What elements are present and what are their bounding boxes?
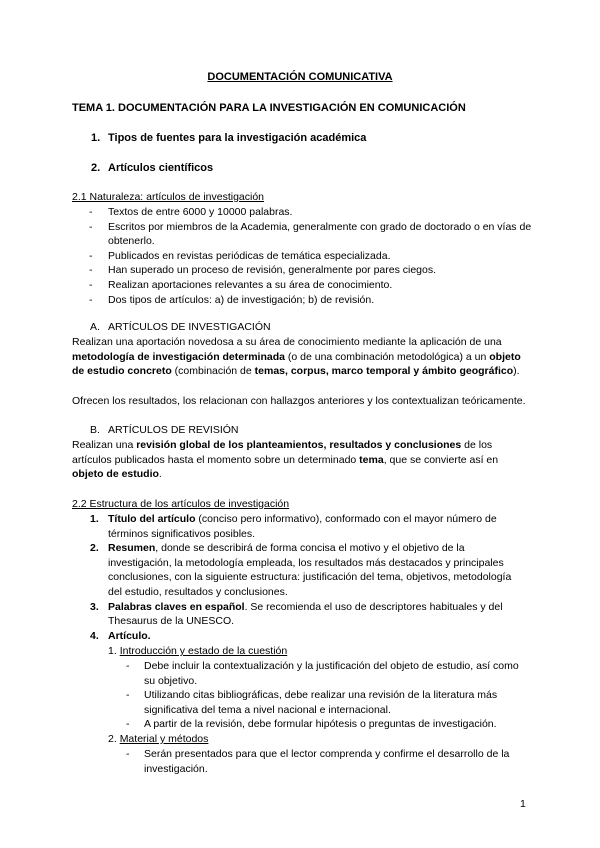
bold-run: objeto de estudio xyxy=(72,468,159,481)
subitem-number: 1. xyxy=(108,645,117,657)
naturaleza-list xyxy=(72,205,532,307)
text-run: de los artículos publicados hasta el momento sobre un determinado xyxy=(72,439,493,466)
subsection-2-1-heading: 2.1 Naturaleza: artículos de investigación xyxy=(72,191,265,203)
item-number: 2. xyxy=(90,542,99,555)
subitem-label: Introducción y estado de la cuestión xyxy=(119,645,288,657)
part-b-paragraph-1 xyxy=(72,438,528,482)
section-heading-2 xyxy=(91,161,213,176)
subitem-number: 2. xyxy=(108,733,117,745)
part-b-heading xyxy=(90,423,239,438)
list-item xyxy=(72,600,528,629)
bold-run: metodología de investigación determinada xyxy=(72,350,285,363)
material-list xyxy=(108,747,528,776)
text-run: ). xyxy=(513,365,520,378)
part-label: ARTÍCULOS DE INVESTIGACIÓN xyxy=(108,321,271,333)
bold-run: Palabras claves en español xyxy=(108,600,245,613)
text-run: (o de una combinación metodológica) a un xyxy=(284,350,490,363)
introduccion-list xyxy=(108,659,528,732)
part-a-heading xyxy=(90,320,271,335)
bold-run: Título del artículo xyxy=(108,513,196,525)
section-number: 2. xyxy=(91,162,101,174)
subitem-label: Material y métodos xyxy=(119,733,209,745)
list-item: - Dos tipos de artículos: a) de investigación; b) de revisión. xyxy=(72,293,532,308)
subitem-material xyxy=(108,732,208,747)
text-run: (combinación de xyxy=(171,365,255,378)
section-label: Tipos de fuentes para la investigación académica xyxy=(108,132,367,144)
list-item: - Utilizando citas bibliográficas, debe realizar una revisión de la literatura más significativa del tema a nivel nacional e internacional. xyxy=(108,688,528,717)
estructura-list xyxy=(72,512,528,643)
bold-run: tema xyxy=(359,453,384,466)
part-a-paragraph-1 xyxy=(72,335,528,379)
list-item xyxy=(72,512,528,541)
topic-heading: TEMA 1. DOCUMENTACIÓN PARA LA INVESTIGACIÓN EN COMUNICACIÓN xyxy=(72,102,466,114)
bold-run: Resumen xyxy=(108,542,156,555)
part-letter: B. xyxy=(90,424,100,436)
item-number: 3. xyxy=(90,600,99,613)
part-label: ARTÍCULOS DE REVISIÓN xyxy=(108,424,239,436)
list-item xyxy=(72,629,528,644)
text-run: Realizan una aportación novedosa a su área de conocimiento mediante la aplicación de una xyxy=(72,336,502,348)
bold-run: temas, corpus, marco temporal y ámbito geográfico xyxy=(254,365,514,378)
text-run: , donde se describirá de forma concisa el motivo y el objetivo de la investigación, la metodología empleada, los resultados más destacados y principales conclusiones, con la siguiente estructura: justificación del tema, objetivos, metodología del estudio, resultados y conclusiones. xyxy=(108,542,512,598)
list-item: - Textos de entre 6000 y 10000 palabras. xyxy=(72,205,532,220)
list-item: - Serán presentados para que el lector comprenda y confirme el desarrollo de la investigación. xyxy=(108,747,528,776)
part-letter: A. xyxy=(90,321,100,333)
list-item xyxy=(72,541,528,599)
list-item: - A partir de la revisión, debe formular hipótesis o preguntas de investigación. xyxy=(108,717,528,732)
bold-run: objeto de estudio concreto xyxy=(72,350,521,378)
text-run: . xyxy=(158,468,162,481)
list-item: - Escritos por miembros de la Academia, generalmente con grado de doctorado o en vías de obtenerlo. xyxy=(72,220,532,249)
bold-run: Artículo. xyxy=(108,629,151,642)
subsection-2-2-heading: 2.2 Estructura de los artículos de investigación xyxy=(72,498,290,510)
bold-run: revisión global de los planteamientos, resultados y conclusiones xyxy=(136,439,462,451)
list-item: - Publicados en revistas periódicas de temática especializada. xyxy=(72,249,532,264)
item-number: 4. xyxy=(90,629,99,642)
text-run: Realizan una xyxy=(72,439,137,451)
text-run: . Se recomienda el uso de descriptores habituales y del Thesaurus de la UNESCO. xyxy=(108,600,503,628)
list-item: - Debe incluir la contextualización y la justificación del objeto de estudio, así como su objetivo. xyxy=(108,659,528,688)
text-run: (conciso pero informativo), conformado con el mayor número de términos significativos posibles. xyxy=(108,513,497,540)
section-number: 1. xyxy=(91,132,101,144)
list-item: - Realizan aportaciones relevantes a su área de conocimiento. xyxy=(72,278,532,293)
text-run: , que se convierte así en xyxy=(383,453,499,466)
list-item: - Han superado un proceso de revisión, generalmente por pares ciegos. xyxy=(72,263,532,278)
document-title: DOCUMENTACIÓN COMUNICATIVA xyxy=(207,71,393,83)
item-number: 1. xyxy=(90,513,99,525)
page-number: 1 xyxy=(520,798,526,810)
section-label: Artículos científicos xyxy=(108,162,214,174)
section-heading-1 xyxy=(91,131,366,146)
subitem-introduccion xyxy=(108,644,287,659)
part-a-paragraph-2: Ofrecen los resultados, los relacionan con hallazgos anteriores y los contextualizan teóricamente. xyxy=(72,395,526,407)
